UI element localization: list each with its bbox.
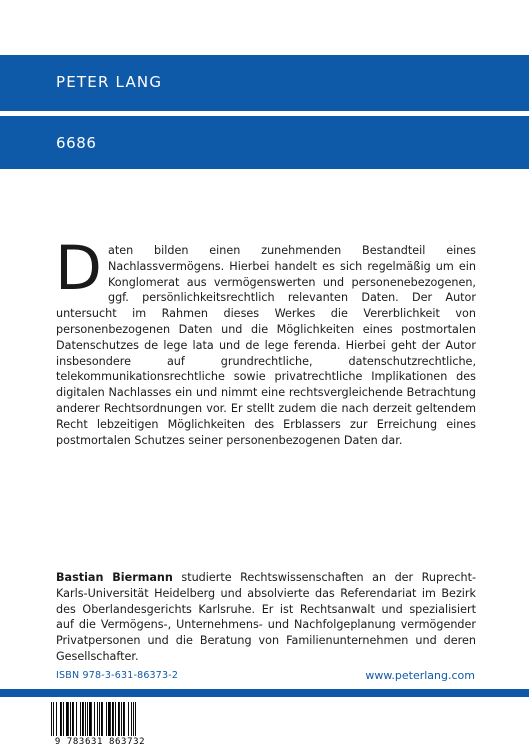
barcode-bar	[85, 702, 86, 736]
barcode-bar	[99, 702, 100, 736]
barcode-bar	[108, 702, 111, 736]
barcode-bar	[131, 702, 132, 736]
barcode-bar	[82, 702, 84, 736]
barcode-bar	[60, 702, 62, 736]
barcode-bar	[94, 702, 95, 736]
barcode-bar	[97, 702, 98, 736]
barcode-bar	[115, 702, 116, 736]
series-band	[0, 116, 529, 169]
barcode-bar	[56, 702, 57, 736]
barcode-bar	[128, 702, 129, 736]
barcode-bar	[76, 702, 77, 736]
barcode-bar	[118, 702, 120, 736]
barcode-bar	[72, 702, 74, 736]
barcode-bar	[66, 702, 69, 736]
book-blurb	[55, 233, 476, 448]
isbn: ISBN 978-3-631-86373-2	[56, 670, 179, 681]
barcode-bar	[70, 702, 71, 736]
author-bio-text: studierte Rechtswissenschaften an der Ruprecht-Karls-Universität Heidelberg und absolvierte das Referendariat im Bezirk des Oberlandesgerichts Karlsruhe. Er ist Rechtsanwalt und spezialisiert auf die Vermögens-, Unternehmens- und Nachfolgeplanung vermögender Privatpersonen und die Beratung von Familienunternehmen und deren Gesellschafter.	[56, 571, 477, 663]
barcode-bar	[63, 702, 64, 736]
barcode-bar	[80, 702, 81, 736]
publisher-band	[0, 55, 529, 111]
footer-band	[0, 689, 529, 697]
barcode-bar	[101, 702, 103, 736]
drop-cap: D	[55, 233, 102, 304]
barcode-bar	[51, 702, 52, 736]
barcode-bar	[135, 702, 136, 736]
barcode-bar	[89, 702, 92, 736]
barcode-bar	[53, 702, 54, 736]
publisher-website[interactable]: www.peterlang.com	[365, 669, 475, 682]
barcode-bar	[121, 702, 122, 736]
barcode-digits: 9 783631 863732	[54, 737, 146, 747]
barcode-bar	[106, 702, 107, 736]
barcode-bar	[133, 702, 134, 736]
barcode-bar	[123, 702, 125, 736]
author-name: Bastian Biermann	[56, 571, 173, 584]
barcode-bar	[87, 702, 88, 736]
barcode	[45, 698, 155, 750]
series-number: 6686	[56, 134, 97, 152]
publisher-name: PETER LANG	[56, 73, 163, 91]
author-bio	[56, 570, 476, 665]
blurb-text: aten bilden einen zunehmenden Bestandteil eines Nachlassvermögens. Hierbei handelt es sich regelmäßig um ein Konglomerat aus vermögenswerten und personenebezogenen, ggf. persönlichkeitsrechtlich relevanten Daten. Der Autor untersucht im Rahmen dieses Werkes die Vererblichkeit von personenbezogenen Daten und die Möglichkeiten eines postmortalen Datenschutzes de lege lata und de lege ferenda. Hierbei geht der Autor insbesondere auf grundrechtliche, datenschutzrechtliche, telekommunikationsrechtliche sowie privatrechtliche Implikationen des digitalen Nachlasses ein und nimmt eine rechtsvergleichende Betrachtung anderer Rechtsordnungen vor. Er stellt zudem die nach derzeit geltendem Recht lebzeitigen Möglichkeiten des Erblassers zur Erreichung eines postmortalen Schutzes seiner personenbezogenen Daten dar.	[56, 244, 476, 447]
barcode-bar	[112, 702, 114, 736]
barcode-bars	[51, 702, 149, 738]
